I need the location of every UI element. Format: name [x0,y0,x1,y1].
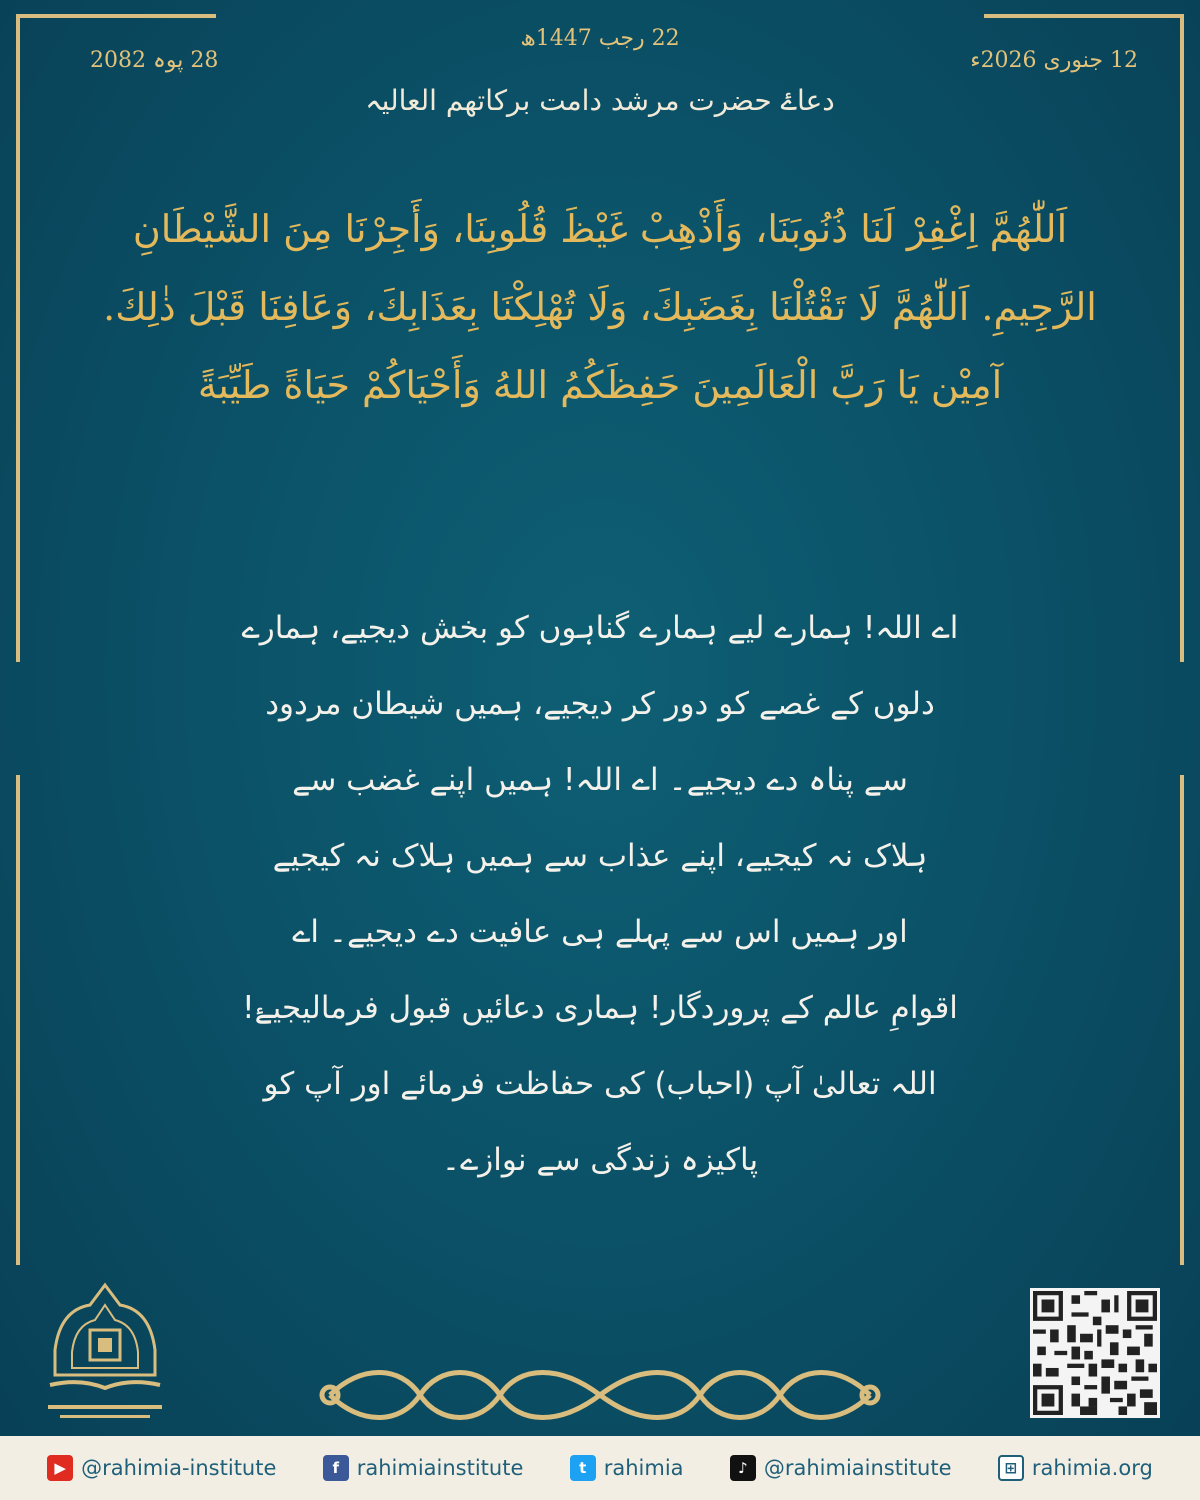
urdu-line: اے اللہ! ہمارے لیے ہمارے گناہوں کو بخش دیجیے، ہمارے [241,610,959,646]
tiktok-icon: ♪ [730,1455,756,1481]
urdu-translation [175,590,1025,1198]
gregorian-date: 12 جنوری 2026ء [970,48,1138,73]
frame-top-right [984,14,1184,18]
tiktok-link[interactable] [730,1455,952,1481]
facebook-icon: f [323,1455,349,1481]
facebook-handle: rahimiainstitute [356,1456,524,1480]
social-footer [0,1436,1200,1500]
urdu-line: دلوں کے غصے کو دور کر دیجیے، ہمیں شیطان مردود [265,686,935,722]
youtube-link[interactable] [47,1455,276,1481]
urdu-line: اور ہمیں اس سے پہلے ہی عافیت دے دیجیے۔ اے [292,914,908,950]
bikrami-date: 28 پوہ 2082 [90,48,219,73]
urdu-line: پاکیزہ زندگی سے نوازے۔ [441,1142,759,1178]
frame-left-lower [16,775,20,1265]
twitter-icon: t [570,1455,596,1481]
web-icon: ⊞ [998,1455,1024,1481]
rahimia-logo [40,1280,170,1430]
frame-right-lower [1180,775,1184,1265]
twitter-link[interactable] [570,1455,684,1481]
twitter-handle: rahimia [603,1456,684,1480]
website-url: rahimia.org [1031,1456,1153,1480]
youtube-icon: ▶ [47,1455,73,1481]
tiktok-handle: @rahimiainstitute [763,1456,952,1480]
urdu-line: ہلاک نہ کیجیے، اپنے عذاب سے ہمیں ہلاک نہ کیجیے [272,838,928,874]
youtube-handle: @rahimia-institute [81,1456,277,1480]
qr-code[interactable] [1030,1288,1160,1418]
facebook-link[interactable] [323,1455,524,1481]
website-link[interactable] [998,1455,1153,1481]
qr-code-icon [1033,1291,1157,1415]
frame-top-left [16,14,216,18]
urdu-line: سے پناہ دے دیجیے۔ اے اللہ! ہمیں اپنے غضب سے [292,762,908,798]
urdu-line: اللہ تعالیٰ آپ (احباب) کی حفاظت فرمائے اور آپ کو [263,1066,937,1102]
hijri-date: 22 رجب 1447ھ [520,26,680,51]
page-title: دعاۓ حضرت مرشد دامت برکاتھم العالیہ [365,84,835,117]
ornament-divider [300,1360,900,1430]
urdu-line: اقوامِ عالم کے پروردگار! ہماری دعائیں قبول فرمالیجیۓ! [242,990,958,1026]
arabic-dua: اَللّٰهُمَّ اِغْفِرْ لَنَا ذُنُوبَنَا، وَأَذْهِبْ غَيْظَ قُلُوبِنَا، وَأَجِرْنَا مِنَ الشَّيْطَانِ الرَّجِيمِ. اَللّٰهُمَّ لَا تَقْتُلْنَا بِغَضَبِكَ، وَلَا تُهْلِكْنَا بِعَذَابِكَ، وَعَافِنَا قَبْلَ ذٰلِكَ. آمِيْن يَا رَبَّ الْعَالَمِينَ حَفِظَكُمُ اللهُ وَأَحْيَاكُمْ حَيَاةً طَيِّبَةً [103,207,1097,407]
